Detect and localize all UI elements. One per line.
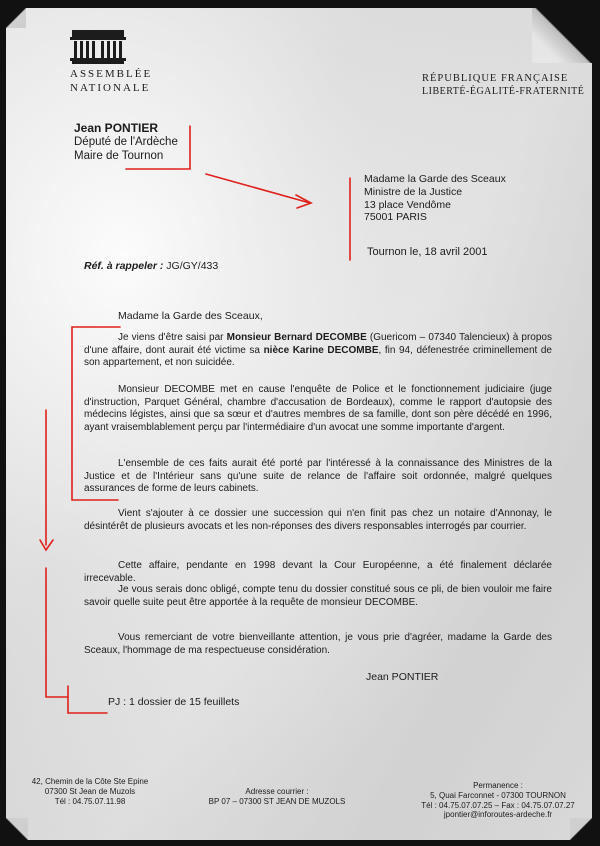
p5-text: Cette affaire, pendante en 1998 devant la Cour Européenne, a été finalement déclarée irrecevable. xyxy=(84,560,552,584)
footer-left-line2: 07300 St Jean de Muzols xyxy=(44,786,136,796)
assembly-name-line2: NATIONALE xyxy=(70,82,151,94)
p1-part-e: , fin 94, défenestrée criminellement de son appartement, et non suicidée. xyxy=(84,344,552,369)
p3-text: L'ensemble de ces faits aurait été porté par l'intéressé à la connaissance des Ministres de la Justice et de l'Intérieur sans qu'une suite de relance de l'affaire soit ordonnée, malgré quelques assurances de forme de leurs cabinets. xyxy=(84,458,552,495)
footer-right-line3: Tél : 04.75.07.07.25 – Fax : 04.75.07.07.27 xyxy=(421,800,575,810)
footer-mid-line2: BP 07 – 07300 ST JEAN DE MUZOLS xyxy=(208,796,346,806)
reference-label: Réf. à rappeler : xyxy=(84,260,164,272)
p6-text: Je vous serais donc obligé, compte tenu du dossier constitué sous ce pli, de bien vouloir me faire savoir quelle suite peut être apportée à la requête de monsieur DECOMBE. xyxy=(84,584,552,608)
attachment-bracket-mark-2 xyxy=(68,686,107,713)
letter-date: Tournon le, 18 avril 2001 xyxy=(367,246,488,258)
salutation: Madame la Garde des Sceaux, xyxy=(118,310,263,322)
p1-part-c: (Guericom – 07340 Talencieux) à propos d'une affaire, dont aurait été victime sa xyxy=(84,332,552,356)
footer-left-line3: Tél : 04.75.07.11.98 xyxy=(54,796,126,806)
recipient-street: 13 place Vendôme xyxy=(364,199,451,211)
arrow-to-recipient xyxy=(206,174,310,203)
footer-mid-line1: Adresse courrier : xyxy=(245,787,309,796)
p4-text: Vient s'ajouter à ce dossier une succession qui n'en finit pas chez un notaire d'Annonay, le désintérêt de plusieurs avocats et les non-réponses des divers responsables interrogés par courrier. xyxy=(84,508,552,532)
paragraph-bracket-mark xyxy=(72,327,120,500)
p1-complainant-name: Monsieur Bernard DECOMBE xyxy=(226,332,367,343)
sender-title-mayor: Maire de Tournon xyxy=(74,150,164,162)
p7-text: Vous remerciant de votre bienveillante attention, je vous prie d'agréer, madame la Garde des Sceaux, l'hommage de ma respectueuse considération. xyxy=(84,632,552,656)
footer-right-line1: Permanence : xyxy=(473,781,523,790)
republic-heading: RÉPUBLIQUE FRANÇAISE xyxy=(422,73,569,84)
footer-left-line1: 42, Chemin de la Côte Ste Epine xyxy=(31,777,149,786)
reference-value: JG/GY/433 xyxy=(166,260,219,272)
attachment-note: PJ : 1 dossier de 15 feuillets xyxy=(108,696,240,708)
attachment-bracket-mark xyxy=(46,568,68,697)
assembly-name-line1: ASSEMBLÉE xyxy=(70,68,153,80)
recipient-city: 75001 PARIS xyxy=(364,211,427,223)
p1-victim-name: nièce Karine DECOMBE xyxy=(263,344,379,356)
p2-text: Monsieur DECOMBE met en cause l'enquête de Police et le fonctionnement judiciaire (juge d'instruction, Parquet Général, chambre d'accusation de Bordeaux), comme le rapport d'autopsie des médecins légistes, ainsi que sa sœur et d'autres membres de sa famille, dont son père décédé en 1996, ayant vraisemblablement perçu par l'intermédiaire d'un avocat une somme importante d'argent. xyxy=(84,384,552,433)
footer-right-line2: 5, Quai Farconnet - 07300 TOURNON xyxy=(430,790,566,800)
footer-right-line4: jpontier@inforoutes-ardeche.fr xyxy=(443,810,553,820)
republic-motto: LIBERTÉ-ÉGALITÉ-FRATERNITÉ xyxy=(422,86,585,97)
sender-bracket-mark xyxy=(126,126,190,169)
sender-name: Jean PONTIER xyxy=(74,121,159,135)
signature: Jean PONTIER xyxy=(366,671,439,683)
p1-part-a: Je viens d'être saisi par xyxy=(118,332,227,343)
sender-title-deputy: Député de l'Ardèche xyxy=(74,136,178,148)
recipient-line2: Ministre de la Justice xyxy=(364,186,463,198)
recipient-line1: Madame la Garde des Sceaux xyxy=(364,173,506,185)
